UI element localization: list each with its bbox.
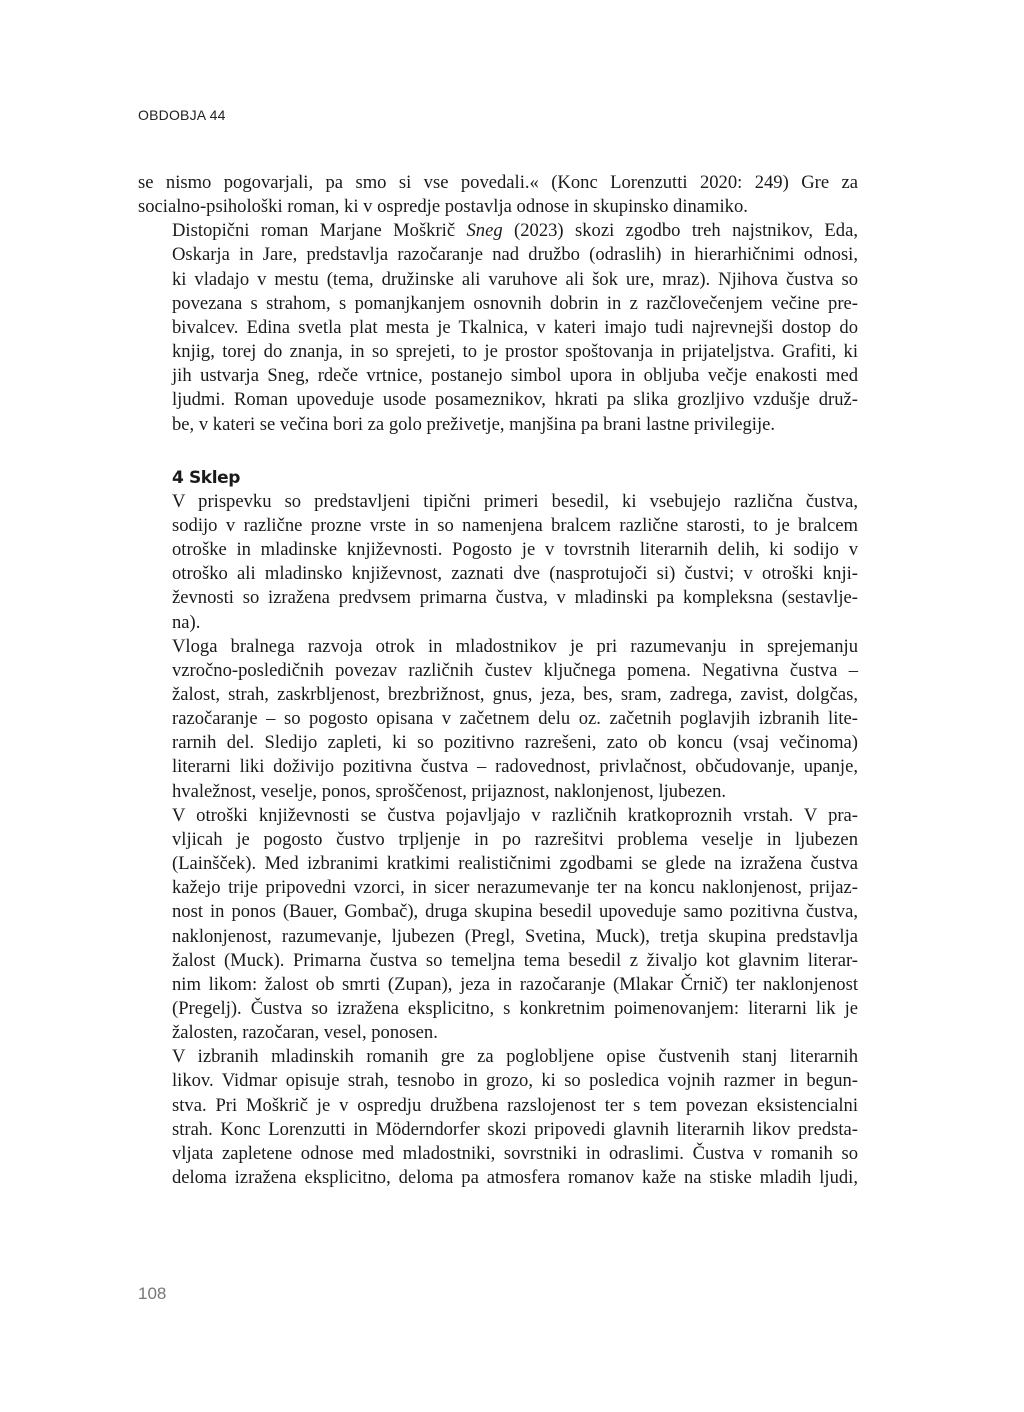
text-line: sodijo v različne prozne vrste in so namenjena bralcem različne starosti, to je bralcem [172,514,858,536]
text-line: žalosten, razočaran, vesel, ponosen. [172,1022,438,1044]
text-line: jih ustvarja Sneg, rdeče vrtnice, postanejo simbol upora in obljuba večje enakosti med [172,365,858,387]
text-line: V izbranih mladinskih romanih gre za poglobljene opise čustvenih stanj literarnih [172,1046,858,1068]
paragraph-conclusion-1 [138,490,858,635]
text-line: stva. Pri Moškrič je v ospredju družbena razslojenost ter s tem povezan eksistencialni [172,1094,858,1116]
text-line: ževnosti so izražena predvsem primarna čustva, v mladinski pa kompleksna (sestavlje- [172,587,858,609]
text-line: otroške in mladinske književnosti. Pogosto je v tovrstnih literarnih delih, ki sodijo v [172,539,858,561]
section-heading: 4 Sklep [172,467,241,488]
text-line: bivalcev. Edina svetla plat mesta je Tkalnica, v kateri imajo tudi najrevnejši dostop do [172,316,858,338]
text-line: V otroški književnosti se čustva pojavljajo v različnih kratkoproznih vrstah. V pra- [172,804,858,826]
page-number: 108 [138,1284,167,1303]
text-line: Oskarja in Jare, predstavlja razočaranje nad družbo (odraslih) in hierarhičnimi odnosi, [172,244,858,266]
text-line: nim likom: žalost ob smrti (Zupan), jeza in razočaranje (Mlakar Črnič) ter naklonjenost [172,973,858,995]
text-line: deloma izražena eksplicitno, deloma pa atmosfera romanov kaže na stiske mladih ljudi, [172,1167,858,1189]
text-line: strah. Konc Lorenzutti in Möderndorfer skozi pripovedi glavnih literarnih likov predsta- [172,1118,858,1140]
text-line: vljicah je pogosto čustvo trpljenje in po razrešitvi problema veselje in ljubezen [172,828,858,850]
text-line: Vloga bralnega razvoja otrok in mladostnikov je pri razumevanju in sprejemanju [172,635,858,657]
text-line: vljata zapletene odnose med mladostniki, sovrstniki in odraslimi. Čustva v romanih so [172,1142,858,1164]
text-line: nost in ponos (Bauer, Gombač), druga skupina besedil upoveduje samo pozitivna čustva, [172,901,858,923]
paragraph-conclusion-3 [138,804,858,1046]
paragraph-sneg [138,219,858,436]
text-line: rarnih del. Sledijo zapleti, ki so pozitivno razrešeni, zato ob koncu (vsaj večinoma) [172,732,858,754]
text-fragment: Distopični roman Marjane Moškrič [172,220,467,242]
text-line: hvaležnost, veselje, ponos, sproščenost, prijaznost, naklonjenost, ljubezen. [172,780,727,802]
paragraph-continued [138,171,858,219]
text-line: literarni liki doživijo pozitivna čustva – radovednost, privlačnost, občudovanje, upanje, [172,756,858,778]
text-line: socialno-psihološki roman, ki v ospredje postavlja odnose in skupinsko dinamiko. [138,196,748,218]
text-line: be, v kateri se večina bori za golo preživetje, manjšina pa brani lastne privilegije. [172,413,776,435]
text-line: likov. Vidmar opisuje strah, tesnobo in grozo, ki so posledica vojnih razmer in begun- [172,1070,858,1092]
body-text [138,171,858,1190]
text-line: knjig, torej do znanja, in so sprejeti, to je prostor spoštovanja in prijateljstva. Grafiti, ki [172,341,858,363]
text-line: ki vladajo v mestu (tema, družinske ali varuhove ali šok ure, mraz). Njihova čustva so [172,268,858,290]
paragraph-conclusion-2 [138,635,858,804]
paragraph-conclusion-4 [138,1045,858,1190]
book-title-italic: Sneg [466,220,503,242]
text-line: otroško ali mladinsko književnost, zaznati dve (nasprotujoči si) čustvi; v otroški knji- [172,563,858,585]
text-line: žalost (Muck). Primarna čustva so temeljna tema besedil z živaljo kot glavnim literar- [172,949,858,971]
text-line: ljudmi. Roman upoveduje usode posameznikov, hkrati pa slika grozljivo vzdušje druž- [172,389,858,411]
text-line: (Lainšček). Med izbranimi kratkimi realističnimi zgodbami se glede na izražena čustva [172,853,858,875]
text-line-with-title [138,219,858,243]
text-line: vzročno-posledičnih povezav različnih čustev ključnega pomena. Negativna čustva – [172,659,858,681]
text-line: kažejo trije pripovedni vzorci, in sicer nerazumevanje ter na koncu naklonjenost, prijaz- [172,877,858,899]
text-fragment: (2023) skozi zgodbo treh najstnikov, Eda, [502,220,858,242]
text-line: se nismo pogovarjali, pa smo si vse povedali.« (Konc Lorenzutti 2020: 249) Gre za [138,172,858,193]
text-line: (Pregelj). Čustva so izražena eksplicitno, s konkretnim poimenovanjem: literarni lik je [172,998,858,1019]
text-line: žalost, strah, zaskrbljenost, brezbrižnost, gnus, jeza, bes, sram, zadrega, zavist, dolgčas, [172,683,858,705]
text-line: naklonjenost, razumevanje, ljubezen (Pregl, Svetina, Muck), tretja skupina predstavlja [172,925,858,947]
text-line: povezana s strahom, s pomanjkanjem osnovnih dobrin in z razčlovečenjem večine pre- [172,292,858,314]
running-head: OBDOBJA 44 [138,107,226,123]
text-line: V prispevku so predstavljeni tipični primeri besedil, ki vsebujejo različna čustva, [172,490,858,512]
text-line: na). [172,611,201,633]
text-line: razočaranje – so pogosto opisana v začetnem delu oz. začetnih poglavjih izbranih lite- [172,708,858,730]
